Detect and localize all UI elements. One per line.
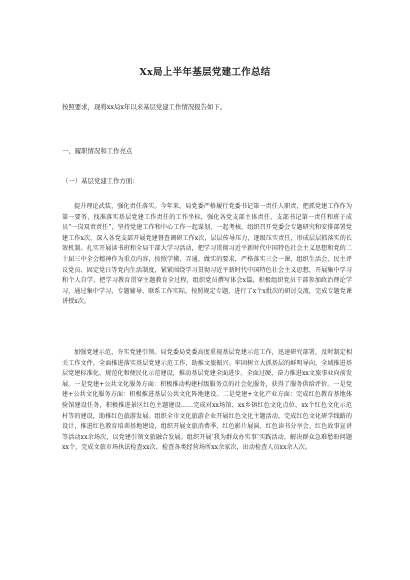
subsection-heading: （一）基层党建工作方面：: [62, 177, 139, 185]
intro-text: 按照要求，现将xx局x年以来基层党建工作情况报告如下。: [62, 103, 227, 111]
body-paragraph-2: 加强党建示范，夯实党建引领。局党委局党委高度重视基层党建示范工作，迅速研究部署，及时制定相关工作文件，全面推进落实基层党建示范工作，助推文旅振兴。牢固树立大抓基层的鲜明导向，全域推进基层党建标准化、规范化和便民化示范建设，推动基层党建全面进步。全面过硬，奋力推进xx文旅事业向前发展。一是党建+公共文化服务方面：积极推动构建村级服务点的社会化服务，获得了服务供给评价。一是党建+公共文化服务方面：积极推进基层公共文化阵地建设。二是党建+文化产业方面：完成红色教育基地体验馆建设任务，积极推进景区红色主题建设……完成对xx场馆、xx乡镇红色文化点位、xx个红色文化示范村等的建设，助推红色旅游发展。组织全市文化旅游企业开展红色文化主题活动，完成红色文化研学线路的设计，推进红色教育培训基地建设，组织开展文旅消费季、红色影片展演、红色读书分享会、红色故事宣讲等活动xx余场次，以党建引领文旅融合发展。组织开展‘我为群众办实事’实践活动，解决群众急难愁盼问题xx个，完成文旅市场执法检查xx次，检查各类经营场所xx余家次，出动检查人员xx余人次。: [62, 349, 352, 452]
document-title: Xx局上半年基层党建工作总结: [139, 67, 271, 78]
body-paragraph-1: 提升理论武装，强化责任落实。今年来，局党委严格履行党委书记第一责任人职责，把抓党建工作作为第一要务，找准落实基层党建工作责任的工作坐标，强化各党支部主体责任、支部书记第一责任和班子成员“一岗双责责任”，坚持党建工作和中心工作一起谋划、一起考核，组织召开党委会专题研究和安排部署党建工作x次，深入各党支部开展党建督查调研工作x次，层层传导压力，逐级压实责任，形成层层抓落实的长效机制。扎实开展读书班和全局干部大学习活动，把学习贯彻习近平新时代中国特色社会主义思想和党的二十届三中全会精神作为重点内容，按照学懂、弄通、做实的要求，严格落实三会一课，组织生活会、民主评议党员、固定党日等党内生活制度，紧紧围绕学习贯彻习近平新时代中国特色社会主义思想，开展集中学习和个人自学，把学习教育贯穿主题教育全过程，组织党员撰写体会x篇，积极组织党员干部参加政治理论学习，通过集中学习、专题辅导、联系工作实际，按照规定专题，进行了x个x批次的研讨交流，完成专题党课讲授x次。: [62, 203, 352, 306]
section-heading: 一、履职情况和工作亮点: [62, 147, 133, 155]
